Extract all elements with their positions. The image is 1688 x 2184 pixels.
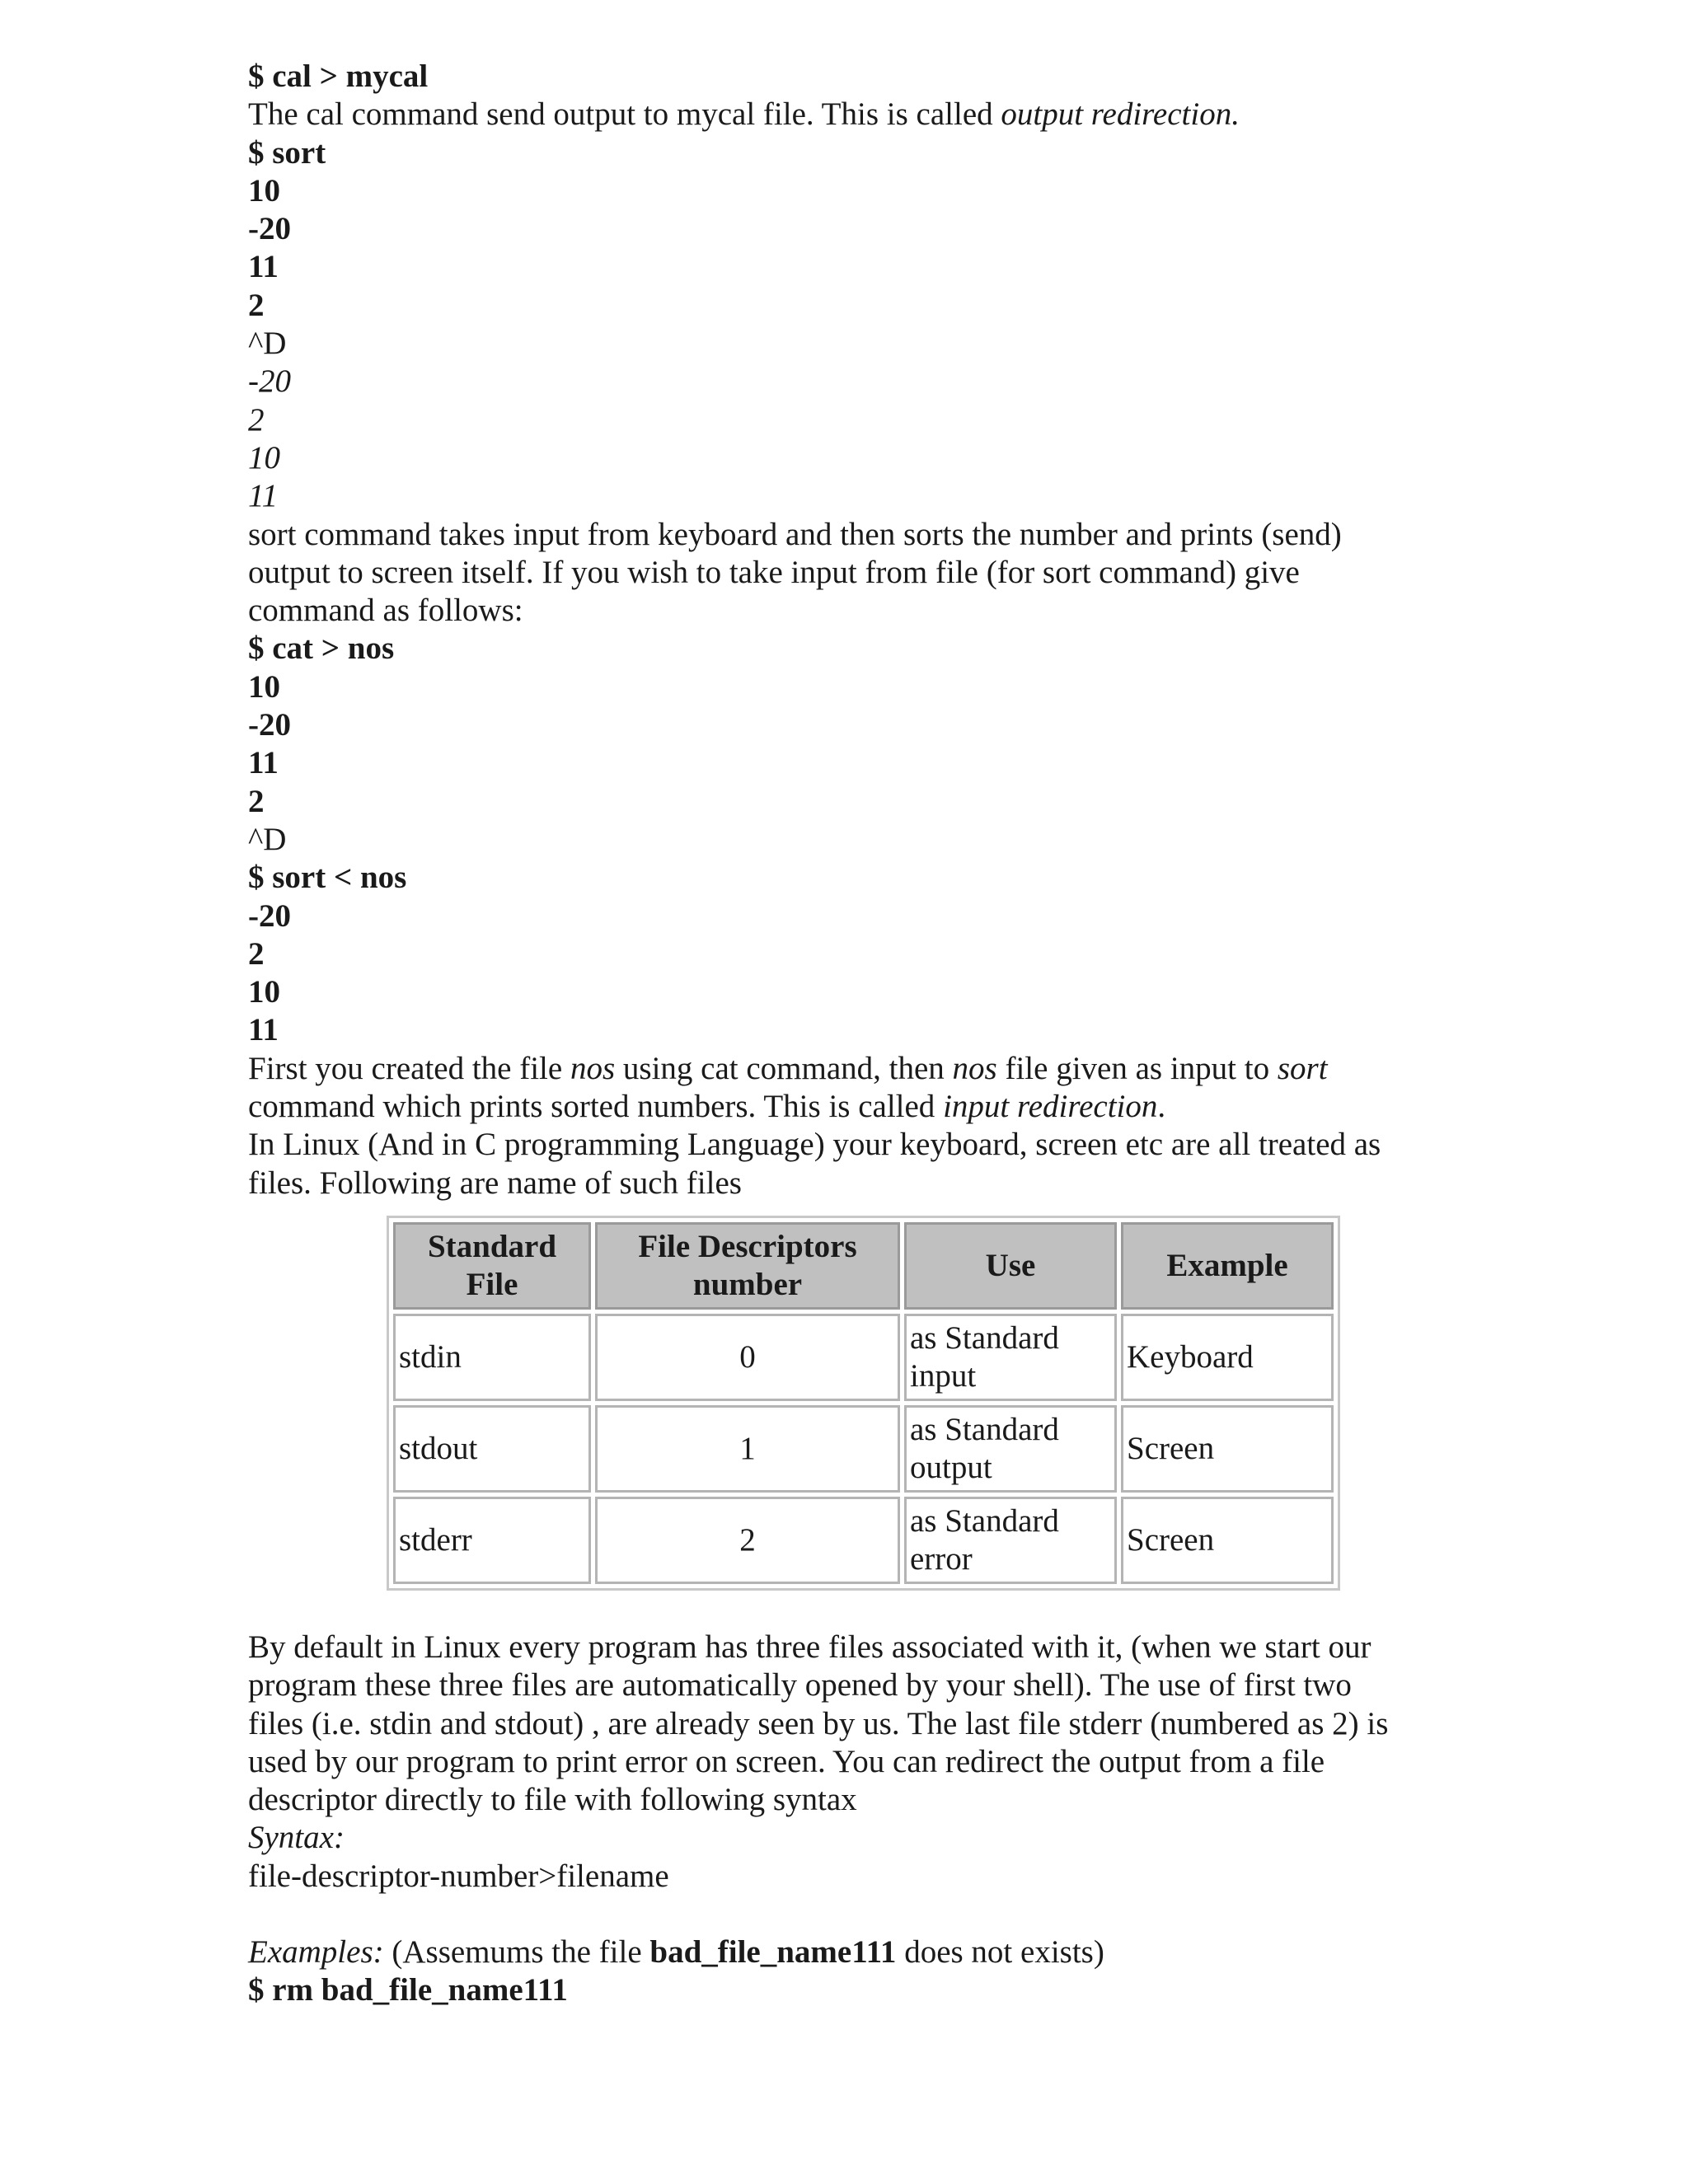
sort-output-line: 11 — [248, 478, 279, 514]
table-header-row — [393, 1222, 1334, 1310]
sort-eof-line: ^D — [248, 326, 287, 362]
file-descriptor-table — [387, 1216, 1340, 1591]
cell-number: 2 — [595, 1497, 900, 1584]
sort-description-line: sort command takes input from keyboard and then sorts the number and prints (send) — [248, 516, 1342, 552]
cell-file: stdout — [393, 1405, 591, 1493]
term-nos: nos — [952, 1050, 997, 1086]
column-header-standard-file: Standard File — [393, 1222, 591, 1310]
spacer — [248, 1896, 1451, 1933]
sort-in-output-line: 10 — [248, 974, 280, 1010]
cat-input-line: -20 — [248, 707, 291, 743]
cell-example: Screen — [1121, 1405, 1334, 1493]
column-header-use: Use — [904, 1222, 1117, 1310]
sort-input-line: 11 — [248, 249, 279, 285]
document-page — [248, 58, 1451, 2010]
spacer — [248, 1591, 1451, 1629]
sort-output-line: 10 — [248, 439, 280, 476]
examples-line: Examples: (Assemums the file bad_file_name111 does not exists) — [248, 1933, 1104, 1970]
table-row — [393, 1497, 1334, 1584]
table-row — [393, 1405, 1334, 1493]
examples-label: Examples: — [248, 1933, 384, 1970]
default-files-paragraph-line: files (i.e. stdin and stdout) , are already seen by us. The last file stderr (numbered as 2) is — [248, 1705, 1389, 1741]
cell-example: Screen — [1121, 1497, 1334, 1584]
sort-input-line: -20 — [248, 211, 291, 247]
command-sort-input: $ sort < nos — [248, 860, 407, 896]
sort-description-line: command as follows: — [248, 593, 523, 629]
sort-output-line: -20 — [248, 363, 291, 400]
sort-input-line: 10 — [248, 172, 280, 209]
sort-in-output-line: 11 — [248, 1012, 279, 1048]
input-redirection-paragraph-line1: First you created the file nos using cat command, then nos file given as input to sort — [248, 1050, 1328, 1086]
default-files-paragraph-line: descriptor directly to file with following syntax — [248, 1782, 857, 1818]
syntax-label: Syntax: — [248, 1820, 345, 1856]
term-input-redirection: input redirection — [943, 1089, 1158, 1125]
term-nos: nos — [570, 1050, 616, 1086]
cell-file: stderr — [393, 1497, 591, 1584]
sort-output-line: 2 — [248, 401, 265, 438]
default-files-paragraph-line: program these three files are automatically opened by your shell). The use of first two — [248, 1667, 1352, 1704]
table-row — [393, 1314, 1334, 1401]
files-intro-line: In Linux (And in C programming Language) your keyboard, screen etc are all treated as — [248, 1127, 1381, 1163]
sort-in-output-line: 2 — [248, 935, 265, 972]
cat-input-line: 10 — [248, 668, 280, 705]
command-cat: $ cat > nos — [248, 630, 395, 667]
column-header-example: Example — [1121, 1222, 1334, 1310]
example-filename: bad_file_name111 — [649, 1933, 897, 1970]
column-header-fd-number: File Descriptors number — [595, 1222, 900, 1310]
command-sort: $ sort — [248, 134, 326, 171]
command-cal: $ cal > mycal — [248, 59, 429, 94]
syntax-value: file-descriptor-number>filename — [248, 1858, 669, 1894]
files-intro-line: files. Following are name of such files — [248, 1165, 742, 1201]
cell-file: stdin — [393, 1314, 591, 1401]
cat-input-line: 2 — [248, 783, 265, 819]
default-files-paragraph-line: By default in Linux every program has three files associated with it, (when we start our — [248, 1629, 1372, 1665]
cell-use: as Standard error — [904, 1497, 1117, 1584]
default-files-paragraph-line: used by our program to print error on screen. You can redirect the output from a file — [248, 1743, 1325, 1779]
cal-description: The cal command send output to mycal file. This is called output redirection. — [248, 96, 1240, 133]
cell-number: 0 — [595, 1314, 900, 1401]
cell-use: as Standard output — [904, 1405, 1117, 1493]
cell-example: Keyboard — [1121, 1314, 1334, 1401]
command-rm: $ rm bad_file_name111 — [248, 1972, 568, 2008]
cell-use: as Standard input — [904, 1314, 1117, 1401]
term-output-redirection: output redirection. — [1001, 96, 1240, 133]
cell-number: 1 — [595, 1405, 900, 1493]
sort-in-output-line: -20 — [248, 898, 291, 934]
term-sort: sort — [1277, 1050, 1328, 1086]
sort-description-line: output to screen itself. If you wish to take input from file (for sort command) give — [248, 554, 1300, 590]
cat-input-line: 11 — [248, 745, 279, 781]
sort-input-line: 2 — [248, 287, 265, 323]
input-redirection-paragraph-line2: command which prints sorted numbers. This is called input redirection. — [248, 1089, 1166, 1125]
cat-eof-line: ^D — [248, 821, 287, 857]
